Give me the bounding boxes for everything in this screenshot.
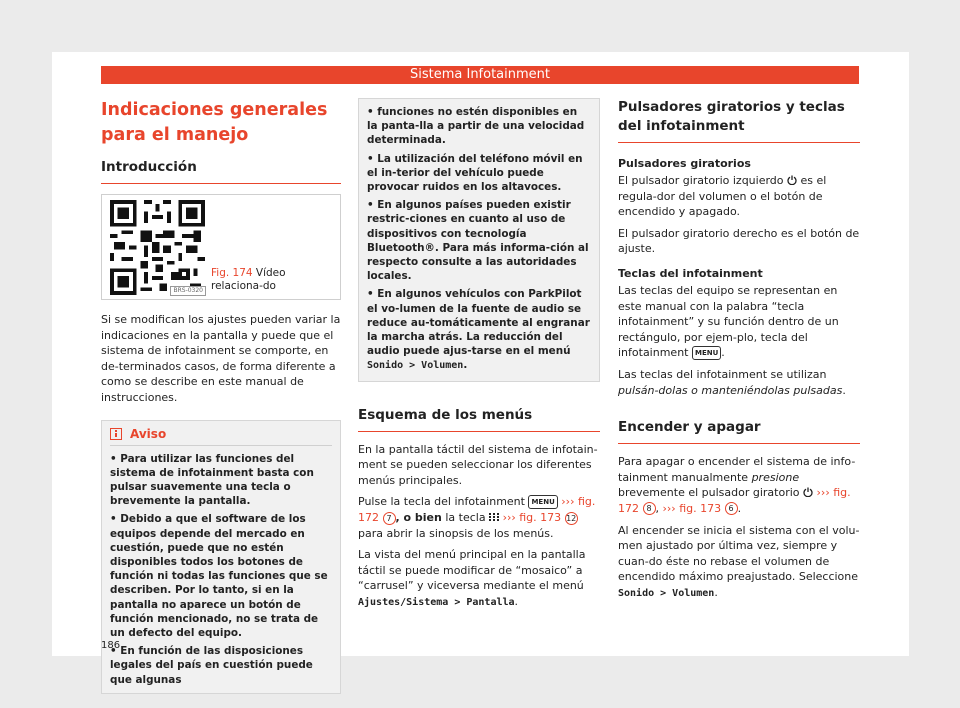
menu-key-icon: MENU xyxy=(692,346,721,360)
callout-6: 6 xyxy=(725,502,738,515)
column-3 xyxy=(618,98,860,607)
encender-p6 xyxy=(618,523,860,602)
aviso-header xyxy=(110,427,332,446)
info-icon xyxy=(110,428,122,440)
figure-label: Fig. 174 xyxy=(211,267,253,279)
power-icon xyxy=(803,487,813,497)
aviso-bullet: • En algunos países pueden existir restric-ciones en cuanto al uso de dispositivos con tecnología Bluetooth®. Para más informa-ción al respecto consulte a las autoridades locales. xyxy=(367,198,591,283)
intro-heading-block xyxy=(101,158,341,184)
grid-icon xyxy=(489,513,499,521)
qr-code-icon[interactable] xyxy=(110,200,205,295)
encender-p6-text: Al encender se inicia el sistema con el volu-men ajustado por última vez, siempre y cuan-do éste no rebase el volumen de encendido máximo preajustado. Seleccione xyxy=(618,523,860,584)
aviso-lead-text: funciones no estén disponibles en la panta-lla a partir de una velocidad determinada. xyxy=(367,106,585,147)
menus-p2-pre: Pulse la tecla del infotainment xyxy=(358,495,525,509)
page-number: 186 xyxy=(101,640,121,651)
page-title: Indicaciones generales para el manejo xyxy=(101,100,328,145)
menus-heading-block xyxy=(358,406,600,432)
menu-key-icon: MENU xyxy=(528,495,557,509)
figure-ref: BRS-0320 xyxy=(170,286,206,296)
encender-heading-block xyxy=(618,418,860,444)
encender-p5: Para apagar o encender el sistema de info-tainment manualmente presione brevemente el pulsador giratorio ››› fig. 172 8 , ››› fig. 173 6 . xyxy=(618,455,856,515)
menus-p3-text: La vista del menú principal en la pantalla táctil se puede modificar de “mosaico” a “carrusel” y viceversa mediante el menú xyxy=(358,548,586,593)
teclas-p4-italic: pulsán-dolas o manteniéndolas pulsadas xyxy=(618,383,843,397)
pulsadores-p2: El pulsador giratorio derecho es el botón de ajuste. xyxy=(618,226,860,256)
aviso-bullet: • En función de las disposiciones legales del país en cuestión puede que algunas xyxy=(110,644,332,687)
menus-p2-post: para abrir la sinopsis de los menús. xyxy=(358,526,554,540)
menus-p3-end: . xyxy=(514,595,519,608)
encender-p5-italic: presione xyxy=(751,470,800,484)
pulsadores-heading-block xyxy=(618,98,860,143)
callout-8: 8 xyxy=(643,502,656,515)
teclas-p3 xyxy=(618,283,860,361)
pulsadores-p1 xyxy=(618,173,860,220)
fig-172-link[interactable]: ››› fig. 172 xyxy=(618,486,851,515)
teclas-p4 xyxy=(618,367,860,398)
pulsadores-p1-pre: El pulsador giratorio izquierdo xyxy=(618,174,784,187)
encender-heading: Encender y apagar xyxy=(618,419,761,436)
figure-174 xyxy=(101,194,341,300)
aviso-box xyxy=(101,420,341,694)
sub-teclas: Teclas del infotainment xyxy=(618,266,763,280)
aviso-bullet: • Para utilizar las funciones del sistema de infotainment basta con pulsar suavemente una tecla o brevemente la pantalla. xyxy=(110,452,332,509)
aviso-continued xyxy=(358,98,600,382)
column-1 xyxy=(101,98,341,694)
menus-p2-mid: , o bien xyxy=(395,511,442,525)
teclas-p4-end: . xyxy=(842,383,846,397)
menus-p2 xyxy=(358,494,600,541)
aviso-bullet-parkpilot xyxy=(367,287,591,373)
menus-p3 xyxy=(358,547,600,610)
header-bar: Sistema Infotainment xyxy=(101,66,859,84)
fig-172-link[interactable]: ››› fig. 172 xyxy=(358,495,596,525)
pulsadores-p1-post: es el regula-dor del volumen o el botón de encendido y apagado. xyxy=(618,174,827,219)
encender-p5-pre: Para apagar o encender el sistema de info-tainment manualmente xyxy=(618,455,856,484)
fig-173-link[interactable]: ››› fig. 173 xyxy=(502,511,562,525)
callout-12: 12 xyxy=(566,513,577,523)
sub-pulsadores: Pulsadores giratorios xyxy=(618,157,751,170)
intro-paragraph: Si se modifican los ajustes pueden variar la indicaciones en la pantalla y puede que el sistema de infotainment se comporte, en de-terminados casos, de forma diferente a como se describe en este manual de instrucciones. xyxy=(101,313,341,404)
encender-p6-end: . xyxy=(714,585,718,599)
encender-p5-mid: brevemente el pulsador giratorio xyxy=(618,486,800,500)
intro-heading: Introducción xyxy=(101,159,197,175)
pulsadores-heading: Pulsadores giratorios y teclas del infotainment xyxy=(618,99,845,134)
aviso-lead xyxy=(367,105,591,148)
menus-p2-mid2: la tecla xyxy=(445,511,486,525)
menus-heading: Esquema de los menús xyxy=(358,406,533,423)
parkpilot-end: . xyxy=(463,359,468,372)
teclas-p4-pre: Las teclas del infotainment se utilizan xyxy=(618,367,827,381)
menus-p1: En la pantalla táctil del sistema de infotain-ment se pueden seleccionar los diferentes menús principales. xyxy=(358,442,598,487)
power-icon xyxy=(787,175,797,185)
parkpilot-menu: Sonido > Volumen xyxy=(367,360,464,372)
qr-box xyxy=(110,200,205,295)
teclas-p3-pre: Las teclas del equipo se representan en este manual con la palabra “tecla infotainment” y su función dentro de un rectángulo, por ejem-plo, tecla del infotainment xyxy=(618,283,839,360)
figure-caption-text: Vídeo relaciona-do xyxy=(211,267,286,292)
menus-p3-menu: Ajustes/Sistema > Pantalla xyxy=(358,597,515,608)
parkpilot-text: En algunos vehículos con ParkPilot el vo-lumen de la fuente de audio se reduce au-tomáticamente al engranar la marcha atrás. La reducción del audio puede ajus-tarse en el menú xyxy=(367,288,590,358)
aviso-bullet: • Debido a que el software de los equipos depende del mercado en cuestión, puede que no estén disponibles todos los botones de función ni todas las funciones que se describen. Por lo tanto, si en la pantalla no aparece un botón de función mencionado, no se trata de un defecto del equipo. xyxy=(110,512,332,640)
encender-p6-menu: Sonido > Volumen xyxy=(618,587,715,599)
callout-7: 7 xyxy=(383,512,396,525)
figure-caption xyxy=(211,267,339,293)
fig-173-link[interactable]: ››› fig. 173 xyxy=(662,501,722,515)
column-2 xyxy=(358,98,600,617)
teclas-p3-end: . xyxy=(721,346,725,360)
aviso-bullet: • La utilización del teléfono móvil en el in-terior del vehículo puede provocar ruidos en los altavoces. xyxy=(367,152,591,195)
aviso-title: Aviso xyxy=(130,426,167,441)
